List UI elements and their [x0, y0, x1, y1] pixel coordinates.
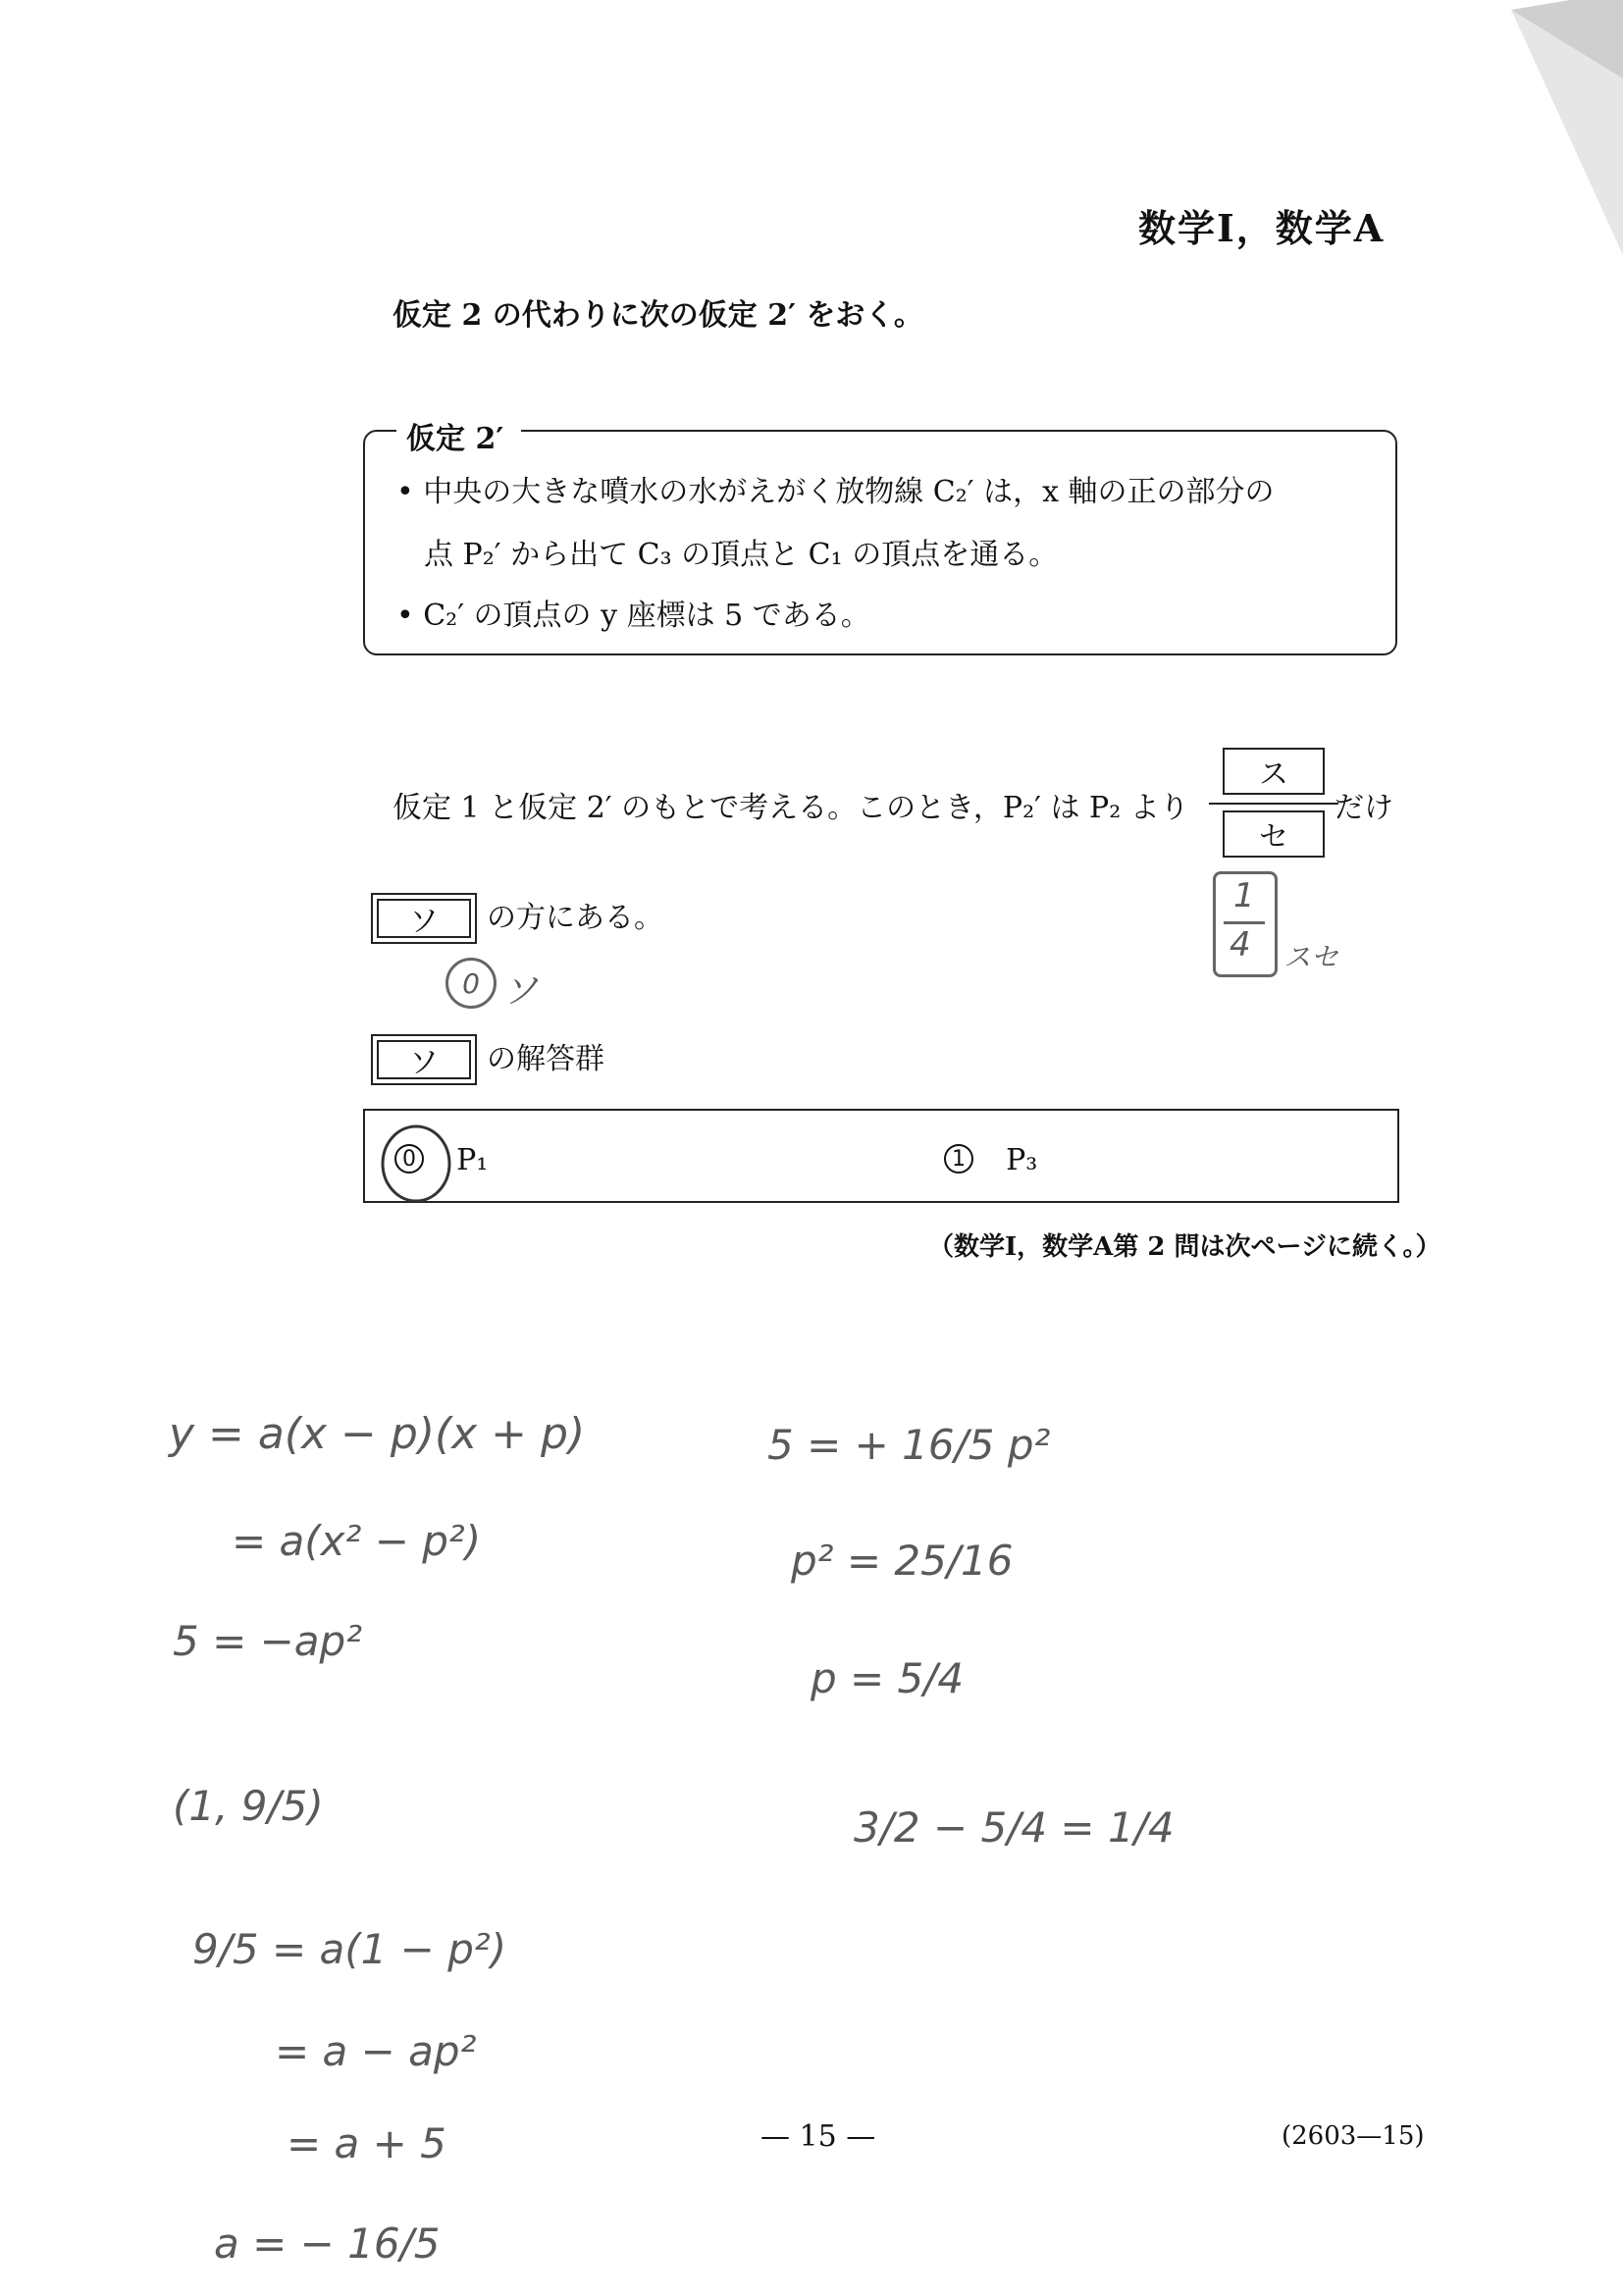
question-text: 仮定 1 と仮定 2′ のもとで考える。このとき，P₂′ は P₂ より	[393, 791, 1189, 825]
handwritten-answer-denominator: 4	[1230, 925, 1251, 965]
handwritten-answer-numerator: 1	[1233, 876, 1255, 915]
choice-1-number: 1	[944, 1144, 973, 1174]
handwritten-work-left-4: (1, 9/5)	[173, 1782, 324, 1830]
choice-0-label: P₁	[456, 1143, 489, 1177]
handwritten-work-right-3: p = 5/4	[811, 1654, 965, 1702]
handwritten-work-left-5: 9/5 = a(1 − p²)	[192, 1925, 507, 1973]
answer-group-box-so	[371, 1034, 477, 1085]
answer-box-so[interactable]	[371, 893, 477, 944]
answer-box-se[interactable]: セ	[1223, 810, 1325, 858]
answer-box-su[interactable]: ス	[1223, 748, 1325, 795]
choice-group	[363, 1109, 1399, 1203]
handwritten-work-left-7: = a + 5	[287, 2119, 446, 2167]
answer-group-box-so-label: ソ	[377, 1040, 471, 1079]
handwritten-work-right-4: 3/2 − 5/4 = 1/4	[854, 1803, 1175, 1852]
handwritten-so-circle: 0	[445, 958, 497, 1009]
answer-group-label: の解答群	[487, 1042, 604, 1076]
choice-1[interactable]	[944, 1141, 1037, 1180]
handwritten-work-left-2: = a(x² − p²)	[232, 1517, 482, 1565]
assumption-box-title: 仮定 2′	[396, 414, 521, 457]
page-corner-shadow	[1511, 0, 1623, 255]
choice-1-label: P₃	[1006, 1143, 1038, 1177]
fraction-bar	[1209, 803, 1338, 805]
handwritten-work-right-2: p² = 25/16	[791, 1537, 1014, 1585]
handwritten-answer-tag: スセ	[1283, 941, 1339, 973]
page-code: (2603—15)	[1282, 2121, 1425, 2151]
handwritten-so-tag: ソ	[502, 971, 539, 1012]
choice-0-number: 0	[394, 1144, 424, 1174]
answer-box-so-label: ソ	[377, 899, 471, 938]
so-suffix-text: の方にある。	[487, 901, 663, 935]
handwritten-work-right-1: 5 = + 16/5 p²	[767, 1421, 1051, 1469]
handwritten-choice-circle	[379, 1121, 463, 1209]
subject-heading: 数学Ⅰ，数学A	[1138, 206, 1386, 250]
assumption-bullet-1-line-1: • 中央の大きな噴水の水がえがく放物線 C₂′ は，x 軸の正の部分の	[396, 475, 1275, 509]
assumption-bullet-1-line-2: 点 P₂′ から出て C₃ の頂点と C₁ の頂点を通る。	[424, 538, 1059, 572]
handwritten-work-left-1: y = a(x − p)(x + p)	[169, 1409, 586, 1459]
intro-text: 仮定 2 の代わりに次の仮定 2′ をおく。	[393, 298, 923, 333]
handwritten-answer-box	[1213, 871, 1278, 977]
assumption-bullet-2: • C₂′ の頂点の y 座標は 5 である。	[396, 599, 870, 633]
handwritten-work-left-8: a = − 16/5	[214, 2219, 441, 2268]
page-number: — 15 —	[760, 2119, 876, 2154]
handwritten-work-left-3: 5 = −ap²	[173, 1617, 363, 1665]
handwritten-work-left-6: = a − ap²	[275, 2027, 477, 2075]
question-text-tail: だけ	[1335, 791, 1393, 825]
handwritten-fraction-bar	[1224, 921, 1265, 924]
continuation-note: （数学Ⅰ，数学A第 2 問は次ページに続く。）	[928, 1232, 1441, 1262]
